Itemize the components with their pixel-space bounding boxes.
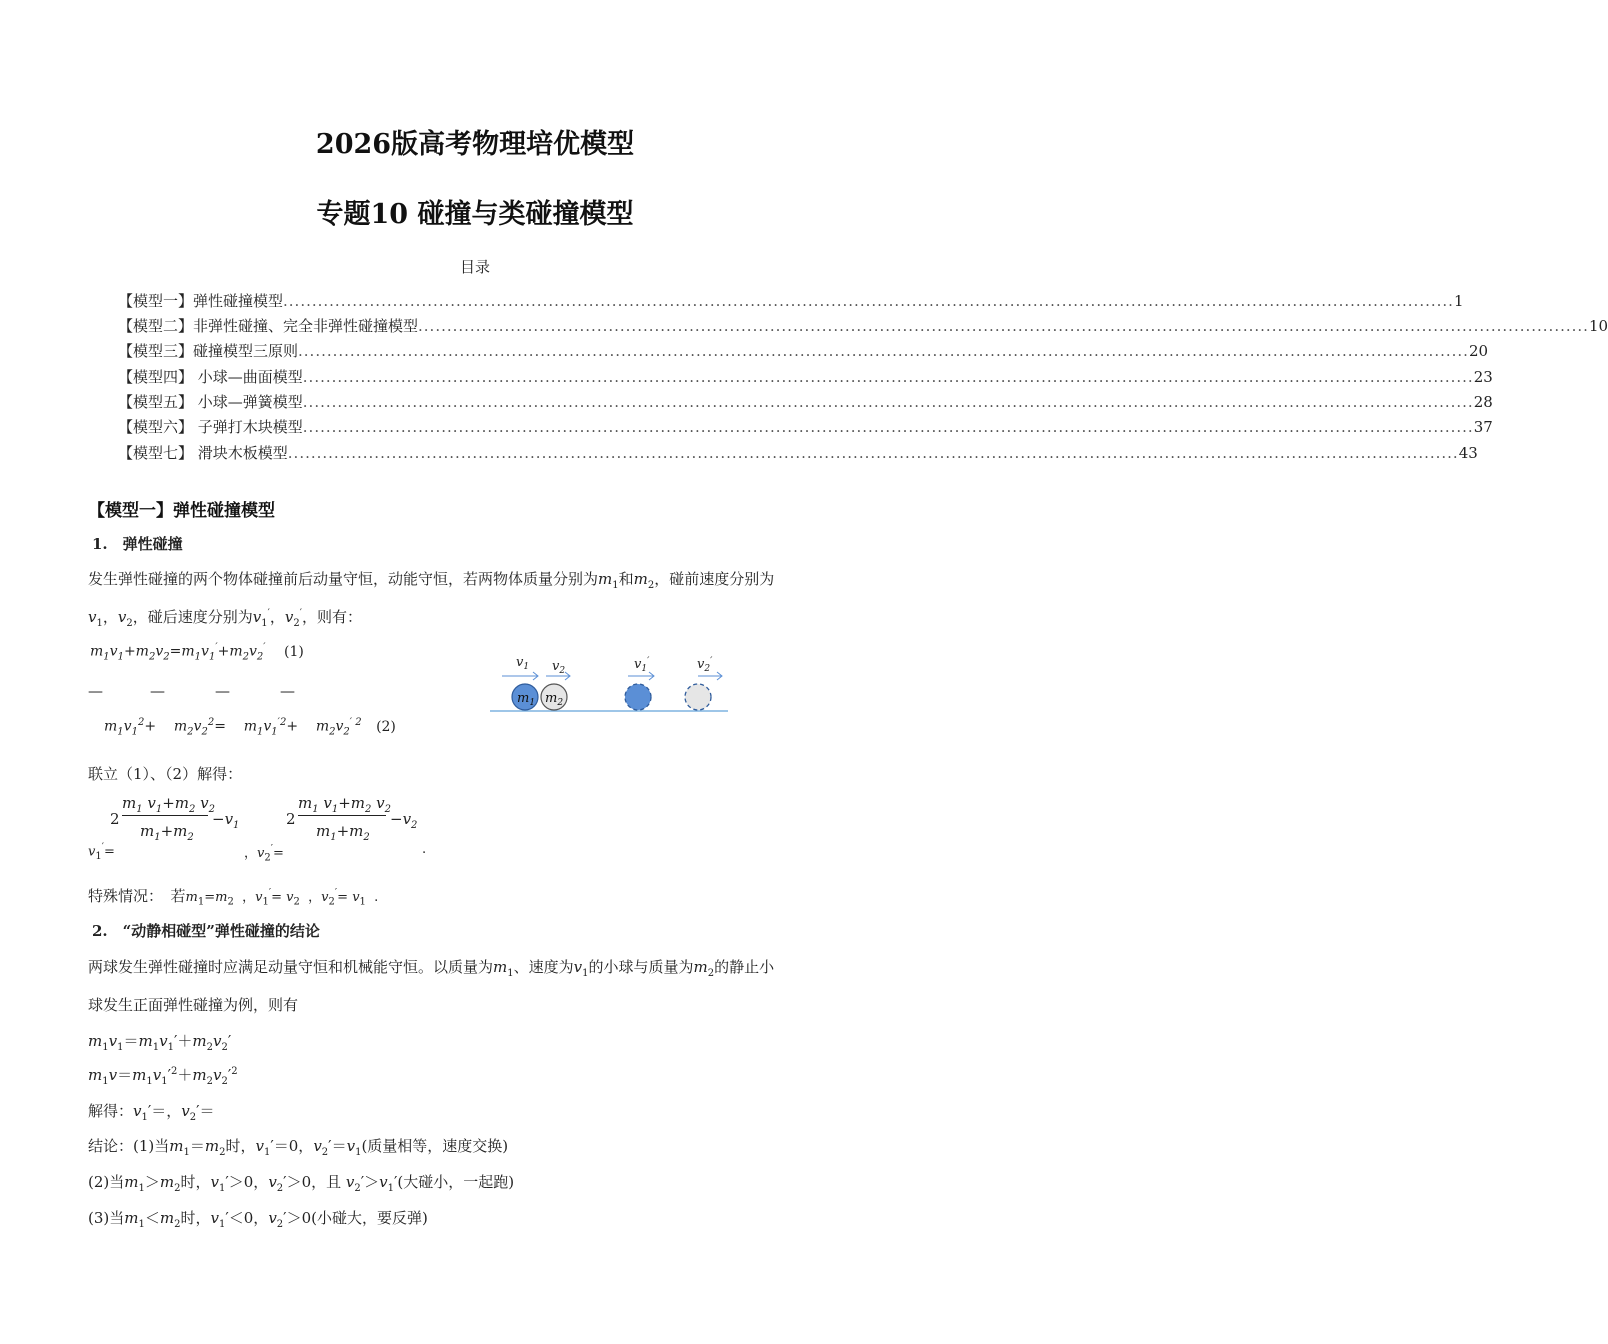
equation-momentum: $m_1v_1+m_2v_2=m_1v_1'+m_2v_2'$ (1) xyxy=(90,642,304,663)
collision-diagram xyxy=(488,648,738,716)
m2-label: $m_2$ xyxy=(545,691,564,708)
formula-solutions: 2 $m_1$ $v_1+m_2$ $v_2$ $m_1+m_2$ $-v_1$ $v_1'=$ ，$v_2'=$ 2 $m_1$ $v_1+m_2$ $v_2$ $m_1+m_2$ $-v_2$ . xyxy=(88,794,427,864)
conclusion: (3)当$m_1<m_2$时，$v_1'<0$，$v_2'>0$(小碰大，要反弹) xyxy=(88,1209,428,1230)
v2-prime-label: $v_2'$ xyxy=(697,656,713,674)
toc-item-label: 【模型三】碰撞模型三原则 xyxy=(118,342,299,360)
toc-item[interactable] xyxy=(118,290,1464,311)
paragraph: $v_1$，$v_2$，碰后速度分别为$v_1'$，$v_2'$，则有： xyxy=(88,608,363,629)
toc-item-label: 【模型七】 滑块木板模型 xyxy=(118,444,288,462)
toc-item-page: 20 xyxy=(1468,342,1489,360)
v2-label: $v_2$ xyxy=(552,659,566,676)
toc-item-label: 【模型五】 小球—弹簧模型 xyxy=(118,393,303,411)
document-title: 2026版高考物理培优模型 xyxy=(315,129,635,160)
v1-label: $v_1$ xyxy=(516,655,530,672)
toc-item-page: 43 xyxy=(1458,444,1478,462)
toc-item-page: 37 xyxy=(1473,418,1493,436)
subsection-heading: 1. 弹性碰撞 xyxy=(92,535,183,553)
m1-label: $m_1$ xyxy=(517,691,536,708)
conclusion: (2)当$m_1>m_2$时，$v_1'>0$，$v_2'>0$，且 $v_2'>v_1'$(大碰小，一起跑) xyxy=(88,1173,515,1194)
toc-leader: ........................................................................................................................................................................................................... xyxy=(302,418,1474,436)
conclusion: 结论：(1)当$m_1=m_2$时，$v_1'=0$，$v_2'=v_1$(质量相等，速度交换) xyxy=(88,1137,509,1158)
equation-energy: $m_1v_1^2+$ $m_2v_2^2=$ $m_1v_1^{'2}+$ $m_2v_2^{' 2}$ (2) xyxy=(104,717,396,738)
toc-item[interactable] xyxy=(118,416,1493,437)
toc-leader: ........................................................................................................................................................................................................... xyxy=(302,368,1474,386)
toc-item-page: 28 xyxy=(1473,393,1493,411)
special-case: 特殊情况： 若$m_1=m_2$ ，$v_1'= v_2$ ，$v_2'= v_1$ . xyxy=(88,887,379,908)
toc-item[interactable] xyxy=(118,315,1608,336)
toc-leader: ........................................................................................................................................................................................................... xyxy=(302,393,1474,411)
paragraph: 发生弹性碰撞的两个物体碰撞前后动量守恒，动能守恒，若两物体质量分别为$m_1$和$m_2$，碰前速度分别为 xyxy=(88,570,775,591)
toc-item-page: 23 xyxy=(1473,368,1493,386)
toc-heading: 目录 xyxy=(459,258,490,276)
toc-item[interactable] xyxy=(118,340,1489,361)
toc-leader: ........................................................................................................................................................................................................... xyxy=(418,317,1589,335)
section-heading: 【模型一】弹性碰撞模型 xyxy=(88,501,275,521)
toc-item[interactable] xyxy=(118,442,1478,463)
subsection-heading: 2. “动静相碰型”弹性碰撞的结论 xyxy=(92,922,320,940)
paragraph: 两球发生弹性碰撞时应满足动量守恒和机械能守恒。以质量为$m_1$、速度为$v_1$的小球与质量为$m_2$的静止小 xyxy=(88,958,775,979)
ball-m1-after xyxy=(625,684,651,710)
toc-item-page: 10 xyxy=(1588,317,1608,335)
toc-leader: ........................................................................................................................................................................................................... xyxy=(283,292,1454,310)
v1-prime-label: $v_1'$ xyxy=(634,656,650,674)
toc-leader: ........................................................................................................................................................................................................... xyxy=(287,444,1459,462)
toc-item-label: 【模型四】 小球—曲面模型 xyxy=(118,368,303,386)
equation: $m_1v_1=m_1v_1'+m_2v_2'$ xyxy=(88,1032,232,1053)
paragraph: 球发生正面弹性碰撞为例，则有 xyxy=(88,996,299,1014)
toc-item-label: 【模型六】 子弹打木块模型 xyxy=(118,418,303,436)
toc-item[interactable] xyxy=(118,366,1493,387)
toc-leader: ........................................................................................................................................................................................................... xyxy=(298,342,1469,360)
toc-item-page: 1 xyxy=(1453,292,1464,310)
toc-item[interactable] xyxy=(118,391,1493,412)
paragraph: 联立（1）、（2）解得： xyxy=(88,765,243,783)
ball-m2-after xyxy=(685,684,711,710)
toc-item-label: 【模型二】非弹性碰撞、完全非弹性碰撞模型 xyxy=(118,317,419,335)
document-subtitle: 专题10 碰撞与类碰撞模型 xyxy=(316,199,634,230)
equation: $m_1v=m_1v_1'^2+m_2v_2'^2$ xyxy=(88,1066,238,1087)
toc-item-label: 【模型一】弹性碰撞模型 xyxy=(118,292,284,310)
equation: 解得：$v_1'=$，$v_2'=$ xyxy=(88,1102,215,1123)
